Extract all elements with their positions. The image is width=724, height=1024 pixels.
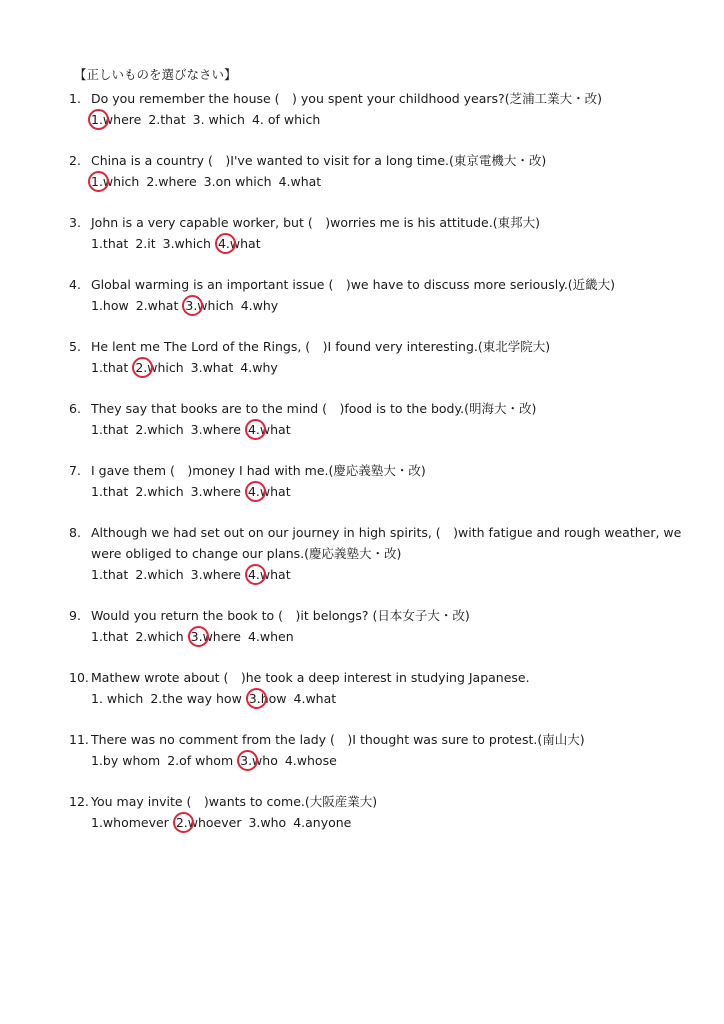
answer-option-circled[interactable]: 4.what <box>218 233 261 254</box>
answer-options <box>91 688 709 709</box>
answer-option[interactable]: 3.on which <box>203 174 272 189</box>
answer-option[interactable]: 2.which <box>135 629 184 644</box>
answer-option[interactable]: 1.by whom <box>91 753 161 768</box>
answer-option[interactable]: 2.where <box>146 174 197 189</box>
answer-options <box>91 812 709 833</box>
answer-option-circled[interactable]: 4.what <box>248 419 291 440</box>
answer-options <box>91 626 709 647</box>
question-item <box>69 336 709 378</box>
question-item <box>69 522 709 585</box>
question-item <box>69 274 709 316</box>
answer-option[interactable]: 1.whomever <box>91 815 169 830</box>
question-number: 12. <box>69 794 89 809</box>
question-item <box>69 212 709 254</box>
answer-option[interactable]: 3.where <box>190 567 241 582</box>
question-text: John is a very capable worker, but ( )worries me is his attitude.(東邦大) <box>91 215 540 230</box>
answer-option[interactable]: 1.that <box>91 567 129 582</box>
answer-option[interactable]: 4.what <box>293 691 337 706</box>
answer-option[interactable]: 4.whose <box>284 753 337 768</box>
answer-option[interactable]: 3.where <box>190 422 241 437</box>
answer-option[interactable]: 2.that <box>148 112 186 127</box>
question-text: They say that books are to the mind ( )food is to the body.(明海大・改) <box>91 401 537 416</box>
question-item <box>69 88 709 130</box>
question-text: Would you return the book to ( )it belongs? (日本女子大・改) <box>91 608 470 623</box>
question-number: 2. <box>69 153 81 168</box>
question-item <box>69 150 709 192</box>
question-number: 9. <box>69 608 81 623</box>
answer-option[interactable]: 2.which <box>135 422 184 437</box>
question-number: 3. <box>69 215 81 230</box>
question-number: 8. <box>69 525 81 540</box>
answer-option[interactable]: 1.how <box>91 298 129 313</box>
answer-option-circled[interactable]: 2.which <box>135 357 183 378</box>
answer-option[interactable]: 3.which <box>162 236 211 251</box>
question-item <box>69 729 709 771</box>
question-item <box>69 791 709 833</box>
answer-option[interactable]: 4.what <box>278 174 322 189</box>
answer-option[interactable]: 1.that <box>91 484 129 499</box>
answer-options <box>91 481 709 502</box>
answer-option[interactable]: 4.why <box>240 360 278 375</box>
answer-option-circled[interactable]: 3.which <box>185 295 233 316</box>
question-text: Do you remember the house ( ) you spent your childhood years?(芝浦工業大・改) <box>91 91 602 106</box>
answer-option[interactable]: 3. which <box>192 112 245 127</box>
answer-option-circled[interactable]: 4.what <box>248 481 291 502</box>
answer-option[interactable]: 2.of whom <box>167 753 234 768</box>
answer-option[interactable]: 4. of which <box>251 112 321 127</box>
answer-option[interactable]: 4.anyone <box>293 815 352 830</box>
question-text: Mathew wrote about ( )he took a deep interest in studying Japanese. <box>91 670 530 685</box>
answer-options <box>91 357 709 378</box>
answer-options <box>91 419 709 440</box>
question-number: 1. <box>69 91 81 106</box>
answer-option[interactable]: 4.why <box>240 298 279 313</box>
answer-options <box>91 564 709 585</box>
answer-option-circled[interactable]: 3.where <box>191 626 241 647</box>
question-text: You may invite ( )wants to come.(大阪産業大) <box>91 794 378 809</box>
answer-option-circled[interactable]: 3.who <box>240 750 278 771</box>
answer-option[interactable]: 3.where <box>190 484 241 499</box>
question-text: There was no comment from the lady ( )I thought was sure to protest.(南山大) <box>91 732 585 747</box>
answer-option-circled[interactable]: 3.how <box>249 688 287 709</box>
answer-options <box>91 233 709 254</box>
question-number: 5. <box>69 339 81 354</box>
answer-option[interactable]: 2.what <box>135 298 179 313</box>
answer-option[interactable]: 1.that <box>91 422 129 437</box>
answer-option[interactable]: 2.which <box>135 567 184 582</box>
instruction-heading: 【正しいものを選びなさい】 <box>74 67 237 82</box>
answer-option[interactable]: 1.that <box>91 629 129 644</box>
answer-option-circled[interactable]: 1.where <box>91 109 141 130</box>
question-number: 7. <box>69 463 81 478</box>
question-text: I gave them ( )money I had with me.(慶応義塾大・改) <box>91 463 426 478</box>
answer-option-circled[interactable]: 1.which <box>91 171 139 192</box>
answer-option[interactable]: 2.it <box>135 236 156 251</box>
answer-option[interactable]: 1. which <box>91 691 144 706</box>
answer-options <box>91 171 709 192</box>
answer-option[interactable]: 1.that <box>91 236 129 251</box>
answer-options <box>91 109 709 130</box>
question-number: 4. <box>69 277 81 292</box>
answer-options <box>91 750 709 771</box>
question-item <box>69 667 709 709</box>
answer-option[interactable]: 4.when <box>247 629 294 644</box>
question-item <box>69 398 709 440</box>
answer-option-circled[interactable]: 4.what <box>248 564 291 585</box>
answer-option[interactable]: 3.what <box>190 360 234 375</box>
answer-options <box>91 295 709 316</box>
question-number: 10. <box>69 670 89 685</box>
question-text: Global warming is an important issue ( )we have to discuss more seriously.(近畿大) <box>91 277 616 292</box>
question-number: 11. <box>69 732 89 747</box>
answer-option[interactable]: 2.which <box>135 484 184 499</box>
question-text: Although we had set out on our journey in high spirits, ( )with fatigue and rough weather, we were obliged to change our plans.(慶応義塾大・改) <box>91 525 686 561</box>
question-text: He lent me The Lord of the Rings, ( )I found very interesting.(東北学院大) <box>91 339 551 354</box>
answer-option[interactable]: 2.the way how <box>150 691 242 706</box>
question-item <box>69 460 709 502</box>
question-text: China is a country ( )I've wanted to visit for a long time.(東京電機大・改) <box>91 153 547 168</box>
answer-option[interactable]: 3.who <box>248 815 287 830</box>
question-number: 6. <box>69 401 81 416</box>
answer-option[interactable]: 1.that <box>91 360 129 375</box>
answer-option-circled[interactable]: 2.whoever <box>176 812 242 833</box>
question-item <box>69 605 709 647</box>
